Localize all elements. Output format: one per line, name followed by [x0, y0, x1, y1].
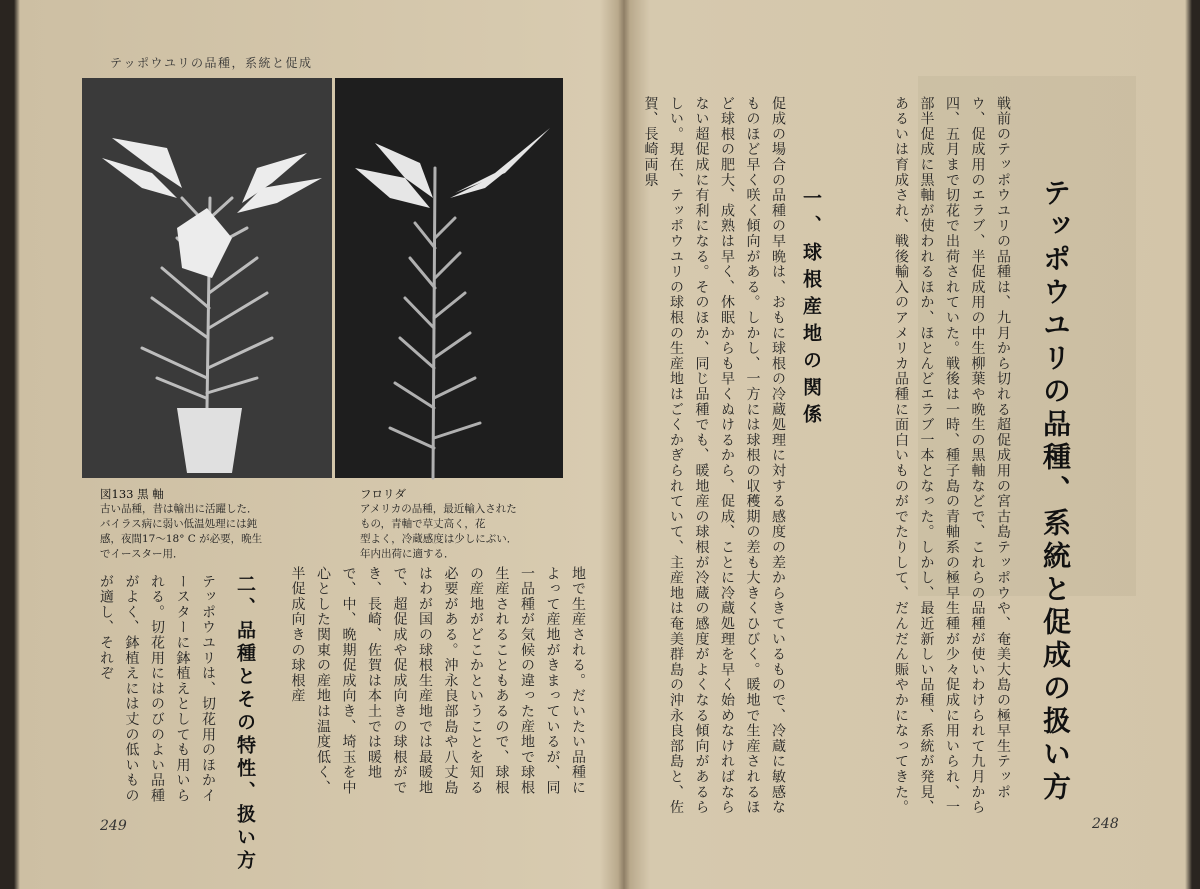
page-number-left: 249 [100, 818, 127, 834]
figure-left-title: 図133 黒 軸 [100, 487, 164, 501]
caption-line: バイラス病に弱い低温処理には鈍 [100, 518, 258, 530]
figure-left-caption [100, 502, 262, 562]
photo-kurojiku [82, 78, 332, 478]
intro-text: 戦前のテッポウユリの品種は、九月から切れる超促成用の宮古島テッポウや、奄美大島の極早生テッポウ、促成用のエラブ、半促成用の中生柳葉や晩生の黒軸などで、これらの品種が使いわけられて九月から四、五月まで切花で出荷されていた。戦後は一時、種子島の青軸系の極早生種が少々促成に用いられ、一部半促成に黒軸が使われるほか、ほとんどエラブ一本となった。しかし、最近新しい品種、系統が発見、あるいは育成され、戦後輸入のアメリカ品種に面白いものがでたりして、だんだん賑やかになってきた。 [893, 96, 1011, 816]
right-body-text: 促成の場合の品種の早晩は、おもに球根の冷蔵処理に対する感度の差からきているもので、冷蔵に敏感なものほど早く咲く傾向がある。しかし、一方には球根の収穫期の差も大きくひびく。暖地で生産されるほど球根の肥大、成熟は早く、休眠からも早くぬけるから、促成、ことに冷蔵処理を早く始めなければならない超促成に有利になる。そのほか、同じ品種でも、暖地産の球根が冷蔵の感度がよくなる傾向があるらしい。現在、テッポウユリの球根の生産地はごくかぎられていて、主産地は奄美群島の沖永良部島と、佐賀、長崎両県 [642, 96, 786, 816]
caption-line: 年内出荷に適する． [360, 548, 455, 560]
caption-line: 古い品種，昔は輸出に活躍した． [100, 503, 258, 515]
caption-line: もの，青軸で草丈高く，花 [360, 518, 486, 530]
caption-line: でイースター用． [100, 548, 184, 560]
caption-line: アメリカの品種，最近輸入された [360, 503, 517, 515]
photo-florida [335, 78, 563, 478]
section-heading-2: 二、品種とその特性、扱い方 [234, 574, 256, 873]
figure-right-title: フロリダ [360, 487, 406, 501]
caption-line: 型よく，冷蔵感度は少しにぶい． [360, 533, 518, 545]
chapter-title: テッポウユリの品種、系統と促成の扱い方 [1039, 178, 1072, 805]
figure-right-caption [360, 502, 517, 562]
running-head: テッポウユリの品種，系統と促成 [110, 56, 313, 70]
left-top-text: 地で生産される。だいたい品種によって産地がきまっているが、同一品種が気候の違った産地で球根生産されることもあるので、球根の産地がどこかということを知る必要がある。沖永良部島や八丈島はわが国の球根生産地では最暖地で、超促成や促成向きの球根ができ、長崎、佐賀は本土では暖地で、中、晩期促成向き、埼玉を中心とした関東の産地は温度低く、半促成向きの球根産 [289, 566, 586, 796]
left-page [20, 18, 620, 878]
section-heading-1: 一、球根産地の関係 [800, 188, 822, 431]
right-page [630, 18, 1190, 878]
left-body-text: テッポウユリは、切花用のほかイースターに鉢植えとしても用いられる。切花用にはのびのよい品種がよく、鉢植えには丈の低いものが適し、それぞ [98, 574, 216, 804]
caption-line: 感，夜間17〜18° C が必要，晩生 [100, 533, 263, 545]
page-number-right: 248 [1092, 816, 1119, 832]
